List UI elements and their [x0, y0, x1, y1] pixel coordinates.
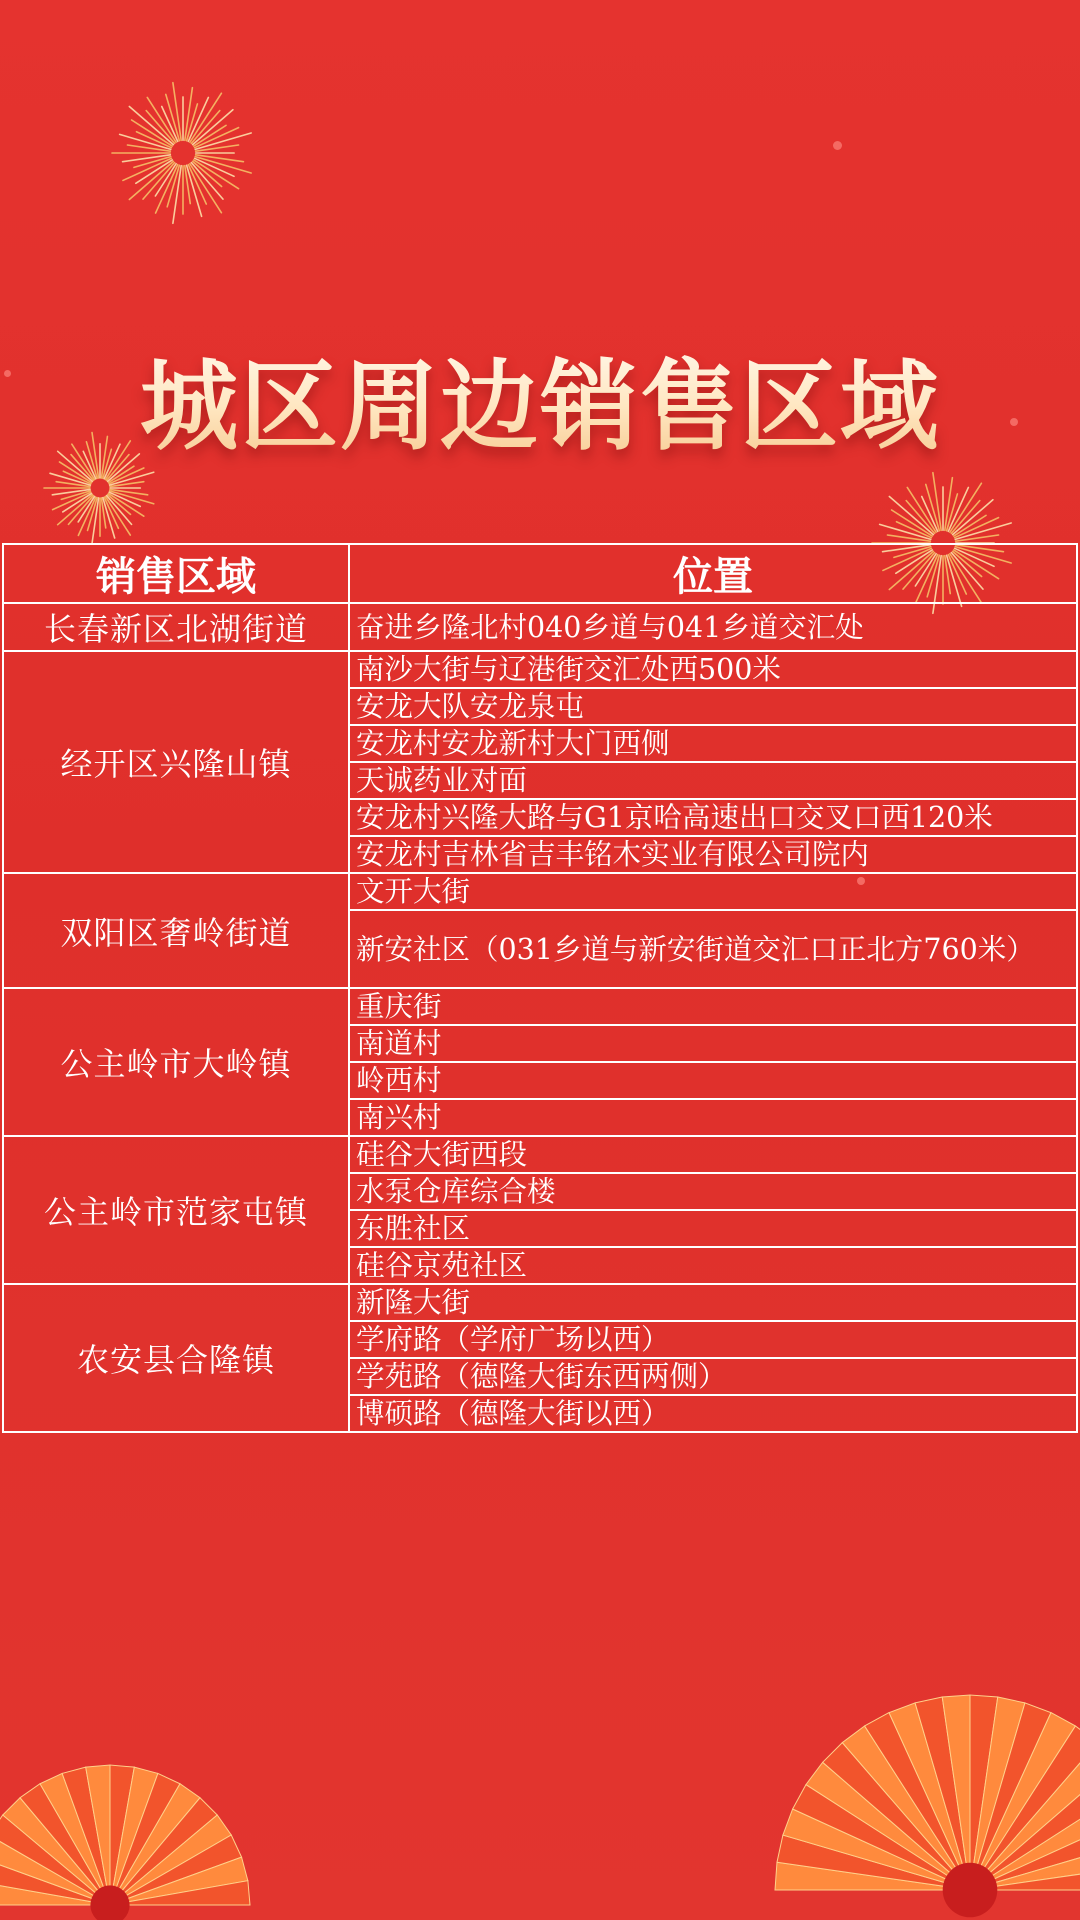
paper-fan-right	[770, 1690, 1080, 1920]
table-row	[3, 651, 1077, 688]
location-cell: 博硕路（德隆大街以西）	[349, 1395, 1077, 1432]
table-row	[3, 1284, 1077, 1321]
location-cell: 学苑路（德隆大街东西两侧）	[349, 1358, 1077, 1395]
location-cell: 岭西村	[349, 1062, 1077, 1099]
location-cell: 天诚药业对面	[349, 762, 1077, 799]
location-cell: 奋进乡隆北村040乡道与041乡道交汇处	[349, 603, 1077, 651]
firework-ray	[947, 494, 958, 531]
area-cell: 公主岭市范家屯镇	[3, 1136, 349, 1284]
location-cell: 新隆大街	[349, 1284, 1077, 1321]
header-location: 位置	[349, 544, 1077, 603]
header-sales-area: 销售区域	[3, 544, 349, 603]
paper-fan-left	[0, 1755, 260, 1920]
location-cell: 东胜社区	[349, 1210, 1077, 1247]
location-cell: 文开大街	[349, 873, 1077, 910]
firework-ray	[190, 164, 221, 213]
decor-dot	[833, 141, 842, 150]
firework-top-left	[108, 78, 258, 228]
area-cell: 长春新区北湖街道	[3, 603, 349, 651]
page-title: 城区周边销售区域	[0, 328, 1080, 469]
area-cell: 双阳区奢岭街道	[3, 873, 349, 988]
area-cell: 农安县合隆镇	[3, 1284, 349, 1432]
location-cell: 安龙村吉林省吉丰铭木实业有限公司院内	[349, 836, 1077, 873]
firework-ray	[190, 93, 221, 142]
table-header-row	[3, 544, 1077, 603]
sales-area-table	[2, 543, 1078, 1433]
location-cell: 学府路（学府广场以西）	[349, 1321, 1077, 1358]
firework-ray	[105, 496, 130, 535]
table-row	[3, 988, 1077, 1025]
table-row	[3, 1136, 1077, 1173]
location-cell: 南道村	[349, 1025, 1077, 1062]
location-cell: 重庆街	[349, 988, 1077, 1025]
location-cell: 安龙大队安龙泉屯	[349, 688, 1077, 725]
area-cell: 经开区兴隆山镇	[3, 651, 349, 873]
table-row	[3, 873, 1077, 910]
location-cell: 新安社区（031乡道与新安街道交汇口正北方760米）	[349, 910, 1077, 988]
fan-hub	[943, 1863, 998, 1918]
firework-ray	[185, 166, 190, 204]
firework-ray	[950, 483, 981, 532]
location-cell: 南兴村	[349, 1099, 1077, 1136]
location-cell: 安龙村兴隆大路与G1京哈高速出口交叉口西120米	[349, 799, 1077, 836]
location-cell: 水泵仓库综合楼	[349, 1173, 1077, 1210]
firework-ray	[187, 104, 198, 141]
location-cell: 硅谷大街西段	[349, 1136, 1077, 1173]
location-cell: 安龙村安龙新村大门西侧	[349, 725, 1077, 762]
location-cell: 硅谷京苑社区	[349, 1247, 1077, 1284]
area-cell: 公主岭市大岭镇	[3, 988, 349, 1136]
firework-ray	[134, 157, 171, 168]
table-row	[3, 603, 1077, 651]
location-cell: 南沙大街与辽港街交汇处西500米	[349, 651, 1077, 688]
